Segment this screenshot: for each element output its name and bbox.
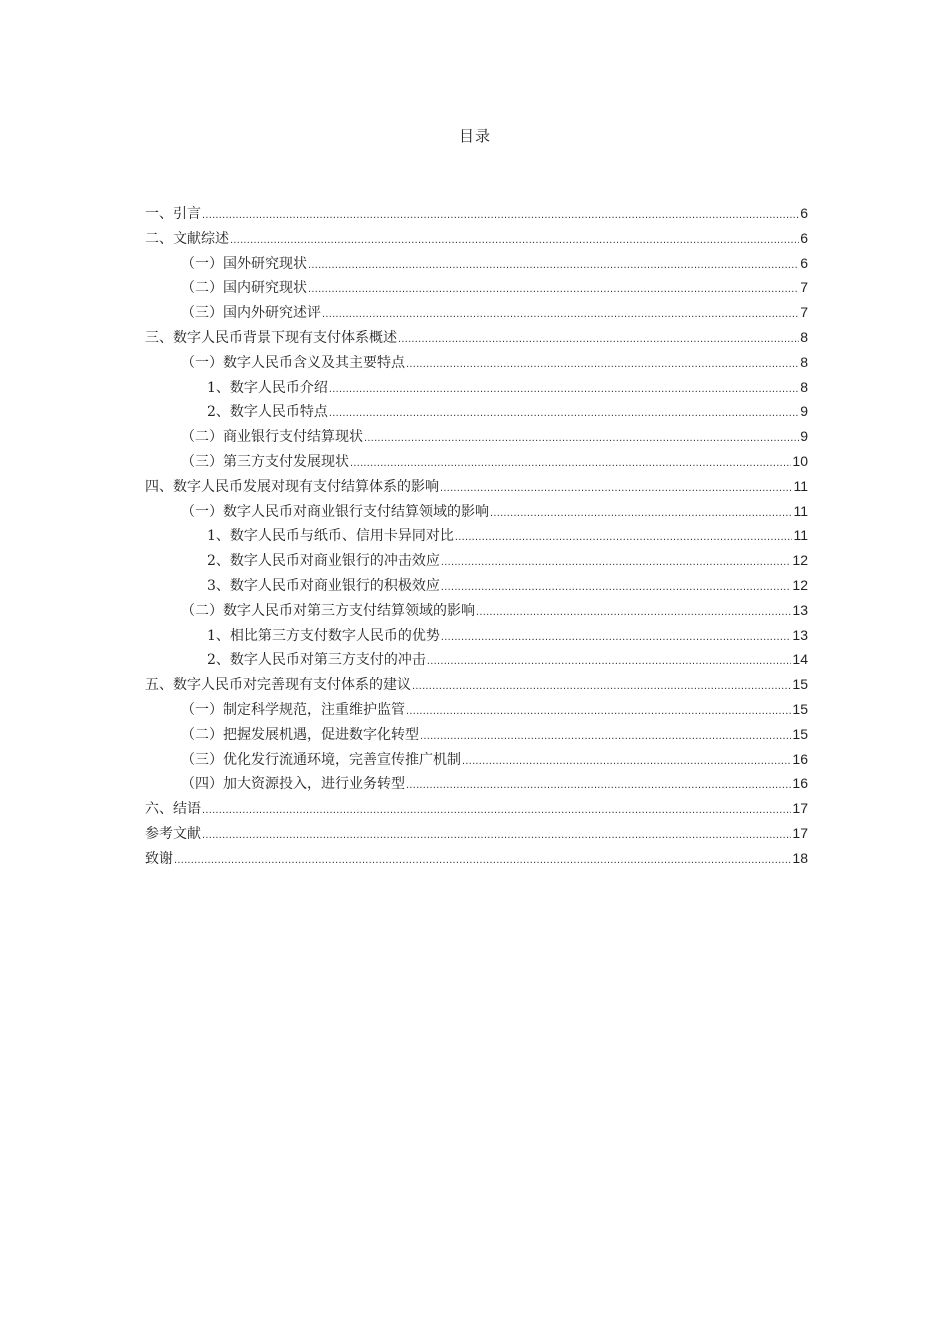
toc-dot-leader [308,277,799,302]
toc-entry-page-number: 13 [792,626,808,643]
toc-entry-page-number: 14 [792,651,808,668]
toc-entry[interactable] [145,474,808,499]
toc-entry-label: 五、数字人民币对完善现有支付体系的建议 [145,677,411,694]
toc-dot-leader [230,228,799,253]
toc-entry-page-number: 7 [800,279,808,296]
toc-entry-page-number: 18 [792,849,808,866]
toc-entry[interactable] [145,449,808,474]
toc-dot-leader [398,327,799,352]
toc-entry-label: （一）国外研究现状 [181,255,307,272]
toc-entry-page-number: 16 [792,775,808,792]
toc-dot-leader [490,501,792,526]
toc-dot-leader [202,203,799,228]
toc-dot-leader [441,625,792,650]
toc-dot-leader [329,401,799,426]
toc-entry-label: 二、文献综述 [145,230,229,247]
toc-entry-page-number: 15 [792,676,808,693]
toc-entry-page-number: 17 [792,824,808,841]
page-title: 目录 [458,127,491,145]
toc-entry-label: （二）国内研究现状 [181,280,307,297]
toc-dot-leader [441,550,792,575]
toc-entry-label: （一）数字人民币对商业银行支付结算领域的影响 [181,503,489,520]
toc-dot-leader [476,600,791,625]
toc-entry[interactable] [145,821,808,846]
toc-entry-label: （一）制定科学规范，注重维护监管 [181,701,405,718]
toc-entry[interactable] [145,846,808,871]
toc-entry[interactable] [145,251,808,276]
toc-entry-page-number: 9 [800,403,808,420]
toc-entry[interactable] [145,747,808,772]
toc-entry[interactable] [145,672,808,697]
toc-entry-label: 2、数字人民币对第三方支付的冲击 [207,652,426,669]
toc-entry[interactable] [145,399,808,424]
toc-entry[interactable] [145,523,808,548]
toc-entry[interactable] [145,325,808,350]
table-of-contents [145,201,808,871]
toc-entry-label: （三）国内外研究述评 [181,305,321,322]
toc-dot-leader [308,253,799,278]
toc-dot-leader [406,699,791,724]
toc-entry-page-number: 9 [800,428,808,445]
toc-dot-leader [322,302,799,327]
toc-dot-leader [440,476,792,501]
toc-dot-leader [406,773,791,798]
toc-entry-label: 四、数字人民币发展对现有支付结算体系的影响 [145,478,439,495]
toc-entry-page-number: 12 [792,552,808,569]
toc-dot-leader [462,749,791,774]
toc-entry-page-number: 15 [792,725,808,742]
toc-entry[interactable] [145,201,808,226]
toc-entry-label: 2、数字人民币特点 [207,404,328,421]
toc-entry-label: （一）数字人民币含义及其主要特点 [181,354,405,371]
toc-entry-label: （二）把握发展机遇，促进数字化转型 [181,726,419,743]
toc-entry-page-number: 11 [793,477,808,494]
toc-dot-leader [350,451,791,476]
toc-entry-page-number: 17 [792,800,808,817]
toc-dot-leader [420,724,791,749]
toc-entry[interactable] [145,796,808,821]
toc-entry-page-number: 8 [800,353,808,370]
toc-entry-label: 六、结语 [145,801,201,818]
toc-entry-page-number: 13 [792,601,808,618]
toc-entry[interactable] [145,275,808,300]
toc-entry-label: 1、数字人民币与纸币、信用卡异同对比 [207,528,454,545]
toc-entry-page-number: 8 [800,328,808,345]
toc-entry-page-number: 7 [800,304,808,321]
toc-entry-page-number: 11 [793,527,808,544]
toc-entry-page-number: 6 [800,205,808,221]
toc-entry-page-number: 6 [800,229,808,246]
toc-entry[interactable] [145,771,808,796]
toc-entry-label: （二）商业银行支付结算现状 [181,429,363,446]
toc-entry-label: （四）加大资源投入，进行业务转型 [181,776,405,793]
toc-dot-leader [202,798,791,823]
toc-entry-label: （三）第三方支付发展现状 [181,453,349,470]
toc-entry[interactable] [145,623,808,648]
toc-entry[interactable] [145,548,808,573]
toc-entry[interactable] [145,697,808,722]
toc-entry-label: 参考文献 [145,825,201,842]
toc-entry[interactable] [145,722,808,747]
toc-entry[interactable] [145,424,808,449]
toc-entry[interactable] [145,647,808,672]
toc-entry-page-number: 11 [793,502,808,519]
toc-entry[interactable] [145,226,808,251]
toc-entry-label: 三、数字人民币背景下现有支付体系概述 [145,329,397,346]
toc-entry-label: 3、数字人民币对商业银行的积极效应 [207,577,440,594]
toc-dot-leader [329,377,799,402]
toc-dot-leader [455,525,793,550]
toc-entry-label: （三）优化发行流通环境，完善宣传推广机制 [181,751,461,768]
toc-entry-label: 一、引言 [145,206,201,222]
toc-entry-label: （二）数字人民币对第三方支付结算领域的影响 [181,602,475,619]
toc-entry[interactable] [145,375,808,400]
toc-entry-page-number: 15 [792,700,808,717]
toc-entry[interactable] [145,300,808,325]
toc-dot-leader [412,674,791,699]
toc-entry[interactable] [145,499,808,524]
toc-entry[interactable] [145,573,808,598]
toc-entry-page-number: 12 [792,576,808,593]
toc-dot-leader [406,352,799,377]
toc-entry-label: 1、相比第三方支付数字人民币的优势 [207,627,440,644]
toc-entry-label: 2、数字人民币对商业银行的冲击效应 [207,553,440,570]
toc-entry-label: 致谢 [145,850,173,867]
toc-dot-leader [427,649,792,674]
toc-dot-leader [441,575,792,600]
toc-dot-leader [174,848,791,873]
toc-entry-page-number: 10 [792,452,808,469]
toc-entry-label: 1、数字人民币介绍 [207,379,328,396]
toc-entry[interactable] [145,350,808,375]
toc-entry-page-number: 6 [800,254,808,271]
toc-entry-page-number: 8 [800,378,808,395]
toc-dot-leader [364,426,799,451]
toc-entry-page-number: 16 [792,750,808,767]
toc-entry[interactable] [145,598,808,623]
toc-dot-leader [202,823,791,848]
